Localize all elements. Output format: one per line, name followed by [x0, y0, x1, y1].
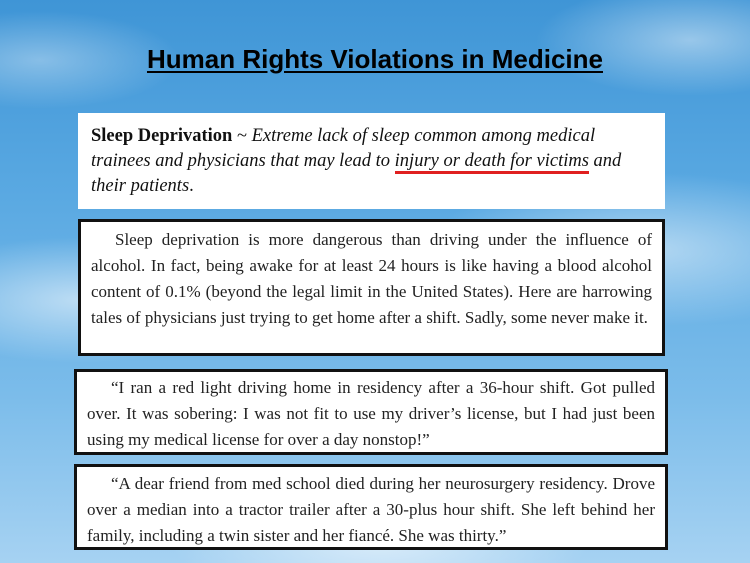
intro-box: [78, 219, 665, 356]
slide-title: Human Rights Violations in Medicine: [146, 44, 603, 74]
definition-separator: ~: [232, 126, 252, 146]
quote-text-1: “I ran a red light driving home in residency after a 36-hour shift. Got pulled over. It was sobering: I was not fit to use my driver’s license, but I had just been using my medical license for over a day nonstop!”: [87, 378, 655, 449]
definition-box: [78, 113, 665, 209]
intro-paragraph: Sleep deprivation is more dangerous than driving under the influence of alcohol. In fact, being awake for at least 24 hours is like having a blood alcohol content of 0.1% (beyond the legal limit in the United States). Here are harrowing tales of physicians just trying to get home after a shift. Sadly, some never make it.: [91, 230, 652, 327]
definition-term: Sleep Deprivation: [91, 126, 233, 146]
quote-box-1: [74, 369, 668, 455]
definition-period: .: [189, 176, 194, 196]
definition-text-end: and their patients: [91, 151, 622, 196]
quote-text-2: “A dear friend from med school died during her neurosurgery residency. Drove over a median into a tractor trailer after a 30-plus hour shift. She left behind her family, including a twin sister and her fiancé. She was thirty.”: [87, 474, 655, 545]
quote-box-2: [74, 464, 668, 550]
definition-text: Extreme lack of sleep common among medical trainees and physicians that may lead to: [91, 126, 596, 171]
definition-highlight: injury or death for victims: [394, 151, 589, 171]
